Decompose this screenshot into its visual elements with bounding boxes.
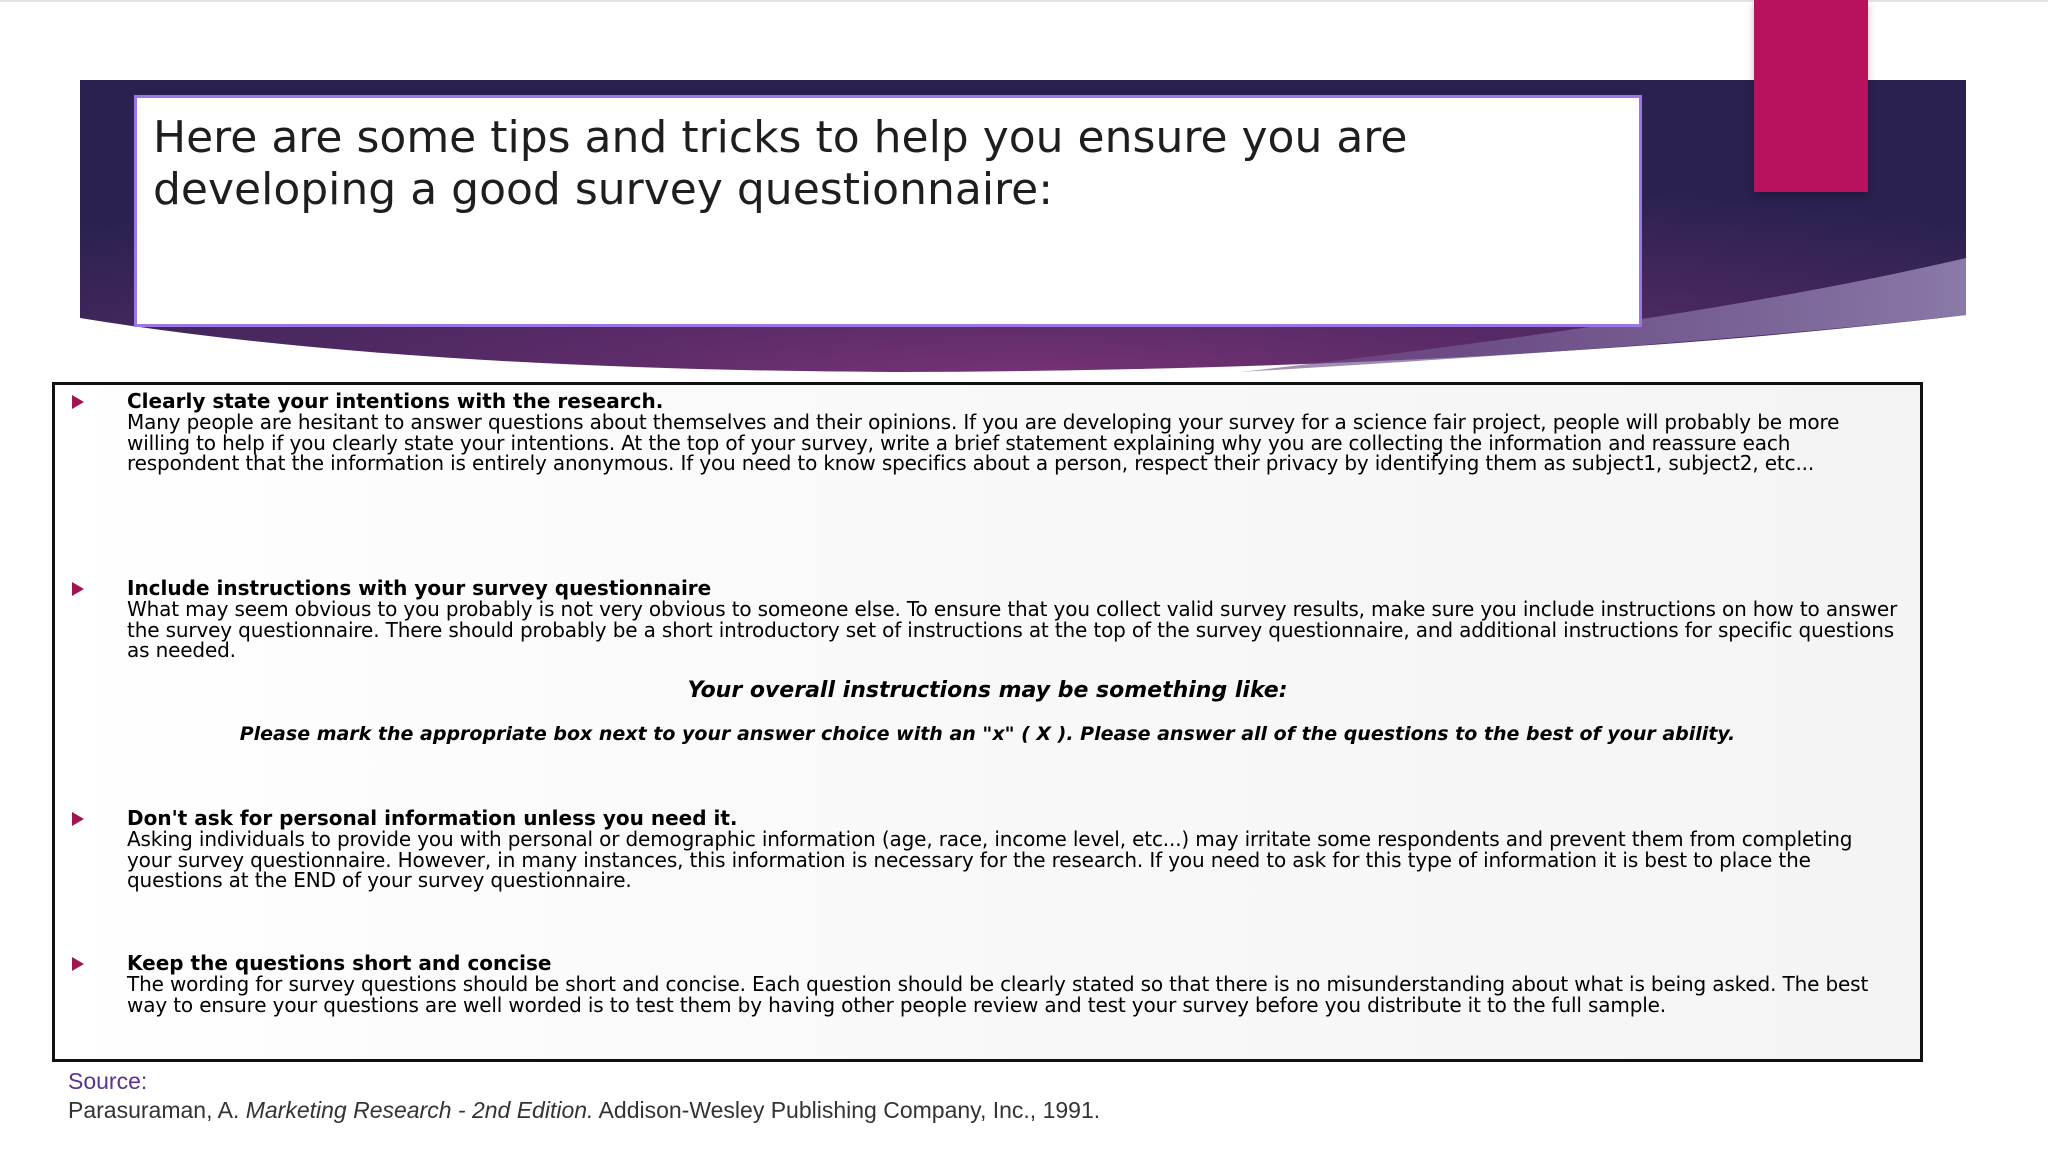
triangle-bullet-icon xyxy=(72,812,84,826)
title-box xyxy=(134,95,1642,327)
triangle-bullet-icon xyxy=(72,395,84,409)
tip-body: Asking individuals to provide you with personal or demographic information (age, race, income level, etc...) may irritate some respondents and prevent them from completing your survey questionnaire. However, in many instances, this information is necessary for the research. If you need to ask for this type of information it is best to place the questions at the END of your survey questionnaire. xyxy=(127,827,1853,892)
accent-tab xyxy=(1754,0,1868,192)
tip-heading: Don't ask for personal information unless you need it. xyxy=(127,806,738,830)
tip-heading: Include instructions with your survey questionnaire xyxy=(127,576,712,600)
tip-body: What may seem obvious to you probably is not very obvious to someone else. To ensure that you collect valid survey results, make sure you include instructions on how to answer the survey questionnaire. There should probably be a short introductory set of instructions at the top of the survey questionnaire, and additional instructions for specific questions as needed. xyxy=(127,597,1898,662)
example-instructions-intro: Your overall instructions may be something like: xyxy=(687,678,1288,703)
triangle-bullet-icon xyxy=(72,957,84,971)
slide-title: Here are some tips and tricks to help you ensure you are developing a good survey questionnaire: xyxy=(153,112,1408,215)
example-instructions-text: Please mark the appropriate box next to your answer choice with an "x" ( X ). Please answer all of the questions to the best of your ability. xyxy=(239,723,1736,745)
triangle-bullet-icon xyxy=(72,582,84,596)
citation xyxy=(68,1097,1100,1124)
tip-body: The wording for survey questions should be short and concise. Each question should be clearly stated so that there is no misunderstanding about what is being asked. The best way to ensure your questions are well worded is to test them by having other people review and test your survey before you distribute it to the full sample. xyxy=(127,972,1869,1017)
citation-author: Parasuraman, A. xyxy=(68,1097,246,1123)
tip-heading: Keep the questions short and concise xyxy=(127,951,552,975)
citation-work: Marketing Research - 2nd Edition. xyxy=(245,1097,594,1123)
source-label: Source: xyxy=(68,1068,148,1094)
tip-body: Many people are hesitant to answer questions about themselves and their opinions. If you are developing your survey for a science fair project, people will probably be more willing to help if you clearly state your intentions. At the top of your survey, write a brief statement explaining why you are collecting the information and reassure each respondent that the information is entirely anonymous. If you need to know specifics about a person, respect their privacy by identifying them as subject1, subject2, etc... xyxy=(127,410,1840,475)
tips-content-box xyxy=(52,382,1923,1062)
tip-heading: Clearly state your intentions with the research. xyxy=(127,389,664,413)
citation-publisher: Addison-Wesley Publishing Company, Inc., 1991. xyxy=(593,1097,1101,1123)
